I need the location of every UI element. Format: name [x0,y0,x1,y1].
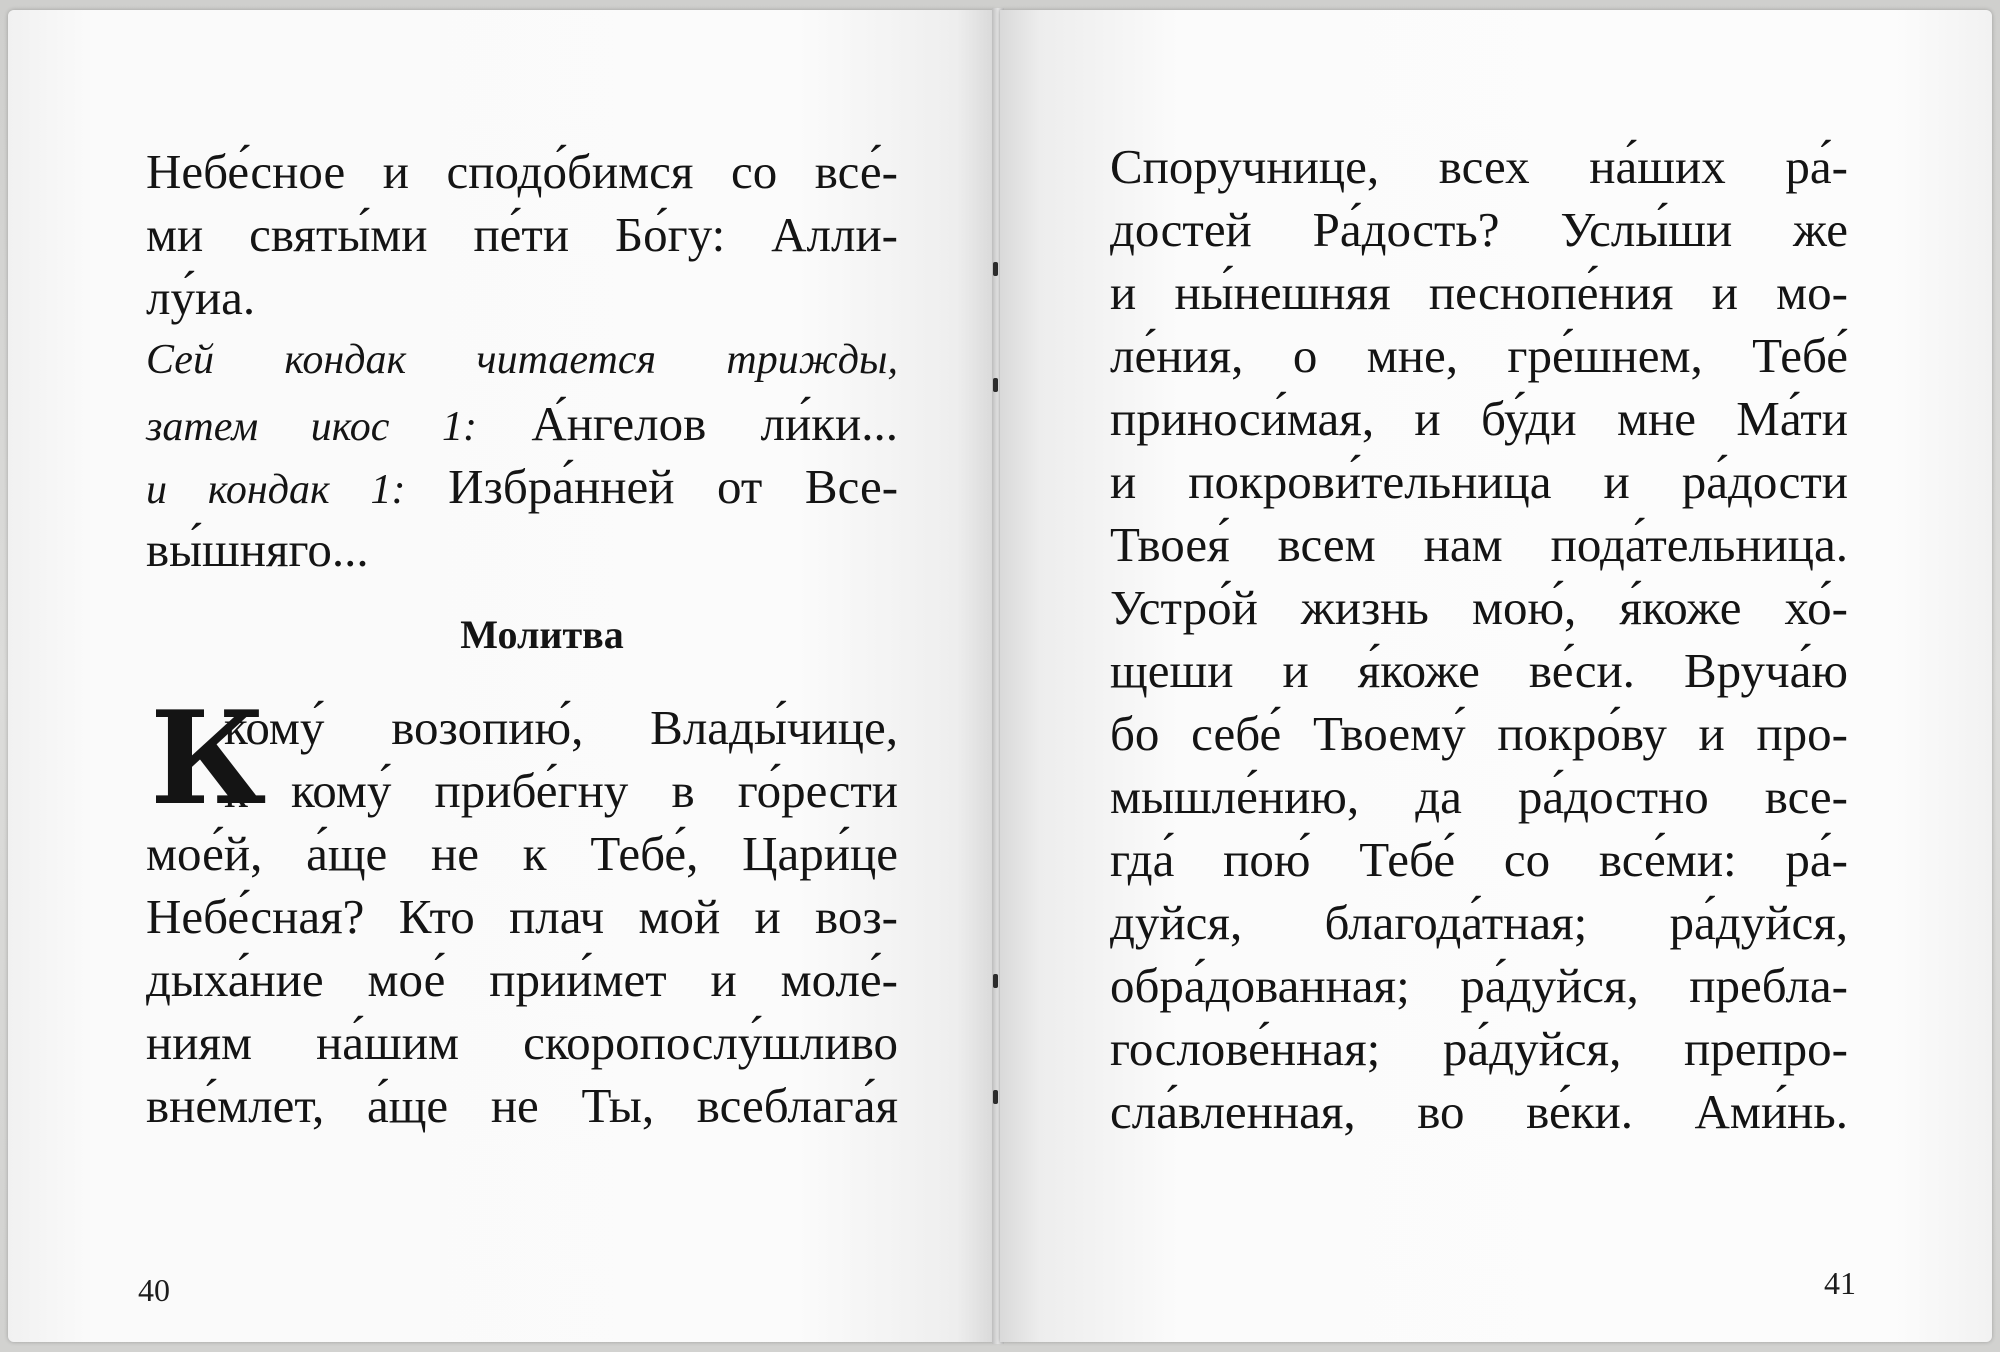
right-page-text [1110,135,1848,1143]
text-line: Небе́сная? Кто плач мой и воз- [146,889,898,944]
text-line: Устро́й жизнь мою́, я́коже хо́- [1110,580,1848,635]
binding-stitch [993,974,998,988]
text-line: гослове́нная; ра́дуйся, препро- [1110,1021,1848,1076]
text-line: щеши и я́коже ве́си. Вруча́ю [1110,643,1848,698]
text-line: и ны́нешняя песнопе́ния и мо- [1110,265,1848,320]
page-number: 40 [138,1272,170,1308]
rubric-italic: затем икос 1: [146,404,477,450]
left-page-text [146,140,898,1137]
text-line: вы́шняго... [146,522,369,577]
text-line: гда́ пою́ Тебе́ со все́ми: ра́- [1110,832,1848,887]
rubric-line [146,455,898,518]
rubric-italic: и кондак 1: [146,467,406,513]
text-line: сла́вленная, во ве́ки. Ами́нь. [1110,1084,1848,1139]
text-line: ми святы́ми пе́ти Бо́гу: Алли- [146,207,898,262]
text-line: и покрови́тельница и ра́дости [1110,454,1848,509]
text-line: мое́й, а́ще не к Тебе́, Цари́це [146,826,898,881]
text-line: ле́ния, о мне, гре́шнем, Тебе́ [1110,328,1848,383]
rubric-line: Сей кондак читается трижды, [146,337,898,383]
text-line: Споручнице, всех на́ших ра́- [1110,139,1848,194]
binding-stitch [993,1090,998,1104]
binding-stitch [993,262,998,276]
text-line: обра́дованная; ра́дуйся, пребла- [1110,958,1848,1013]
text-line: лу́иа. [146,270,256,325]
text-line: дуйся, благода́тная; ра́дуйся, [1110,895,1848,950]
right-page [1000,10,1992,1342]
rubric-text: Избра́нней от Все- [448,459,899,514]
text-line: достей Ра́дость? Услы́ши же [1110,202,1848,257]
binding-stitch [993,378,998,392]
text-line: дыха́ние мое́ прии́мет и моле́- [146,952,898,1007]
text-line: мышле́нию, да ра́достно все- [1110,769,1848,824]
text-line: ниям на́шим скоропослу́шливо [146,1015,898,1070]
section-heading: Молитва [460,612,624,657]
rubric-text: А́нгелов ли́ки... [531,396,898,451]
text-line: к кому́ прибе́гну в го́рести [224,763,898,818]
text-line: Твоея́ всем нам пода́тельница. [1110,517,1848,572]
text-line: бо себе́ Твоему́ покро́ву и про- [1110,706,1848,761]
text-line: вне́млет, а́ще не Ты, всеблага́я [146,1078,898,1133]
drop-cap: К [150,684,267,834]
page-number: 41 [1824,1265,1856,1301]
prayer-paragraph [146,684,898,1137]
text-line: Небе́сное и сподо́бимся со все́- [146,144,898,199]
text-line: кому́ возопию́, Влады́чице, [224,700,898,755]
text-line: приноси́мая, и бу́ди мне Ма́ти [1110,391,1848,446]
left-page [8,10,996,1342]
rubric-line [146,392,898,455]
